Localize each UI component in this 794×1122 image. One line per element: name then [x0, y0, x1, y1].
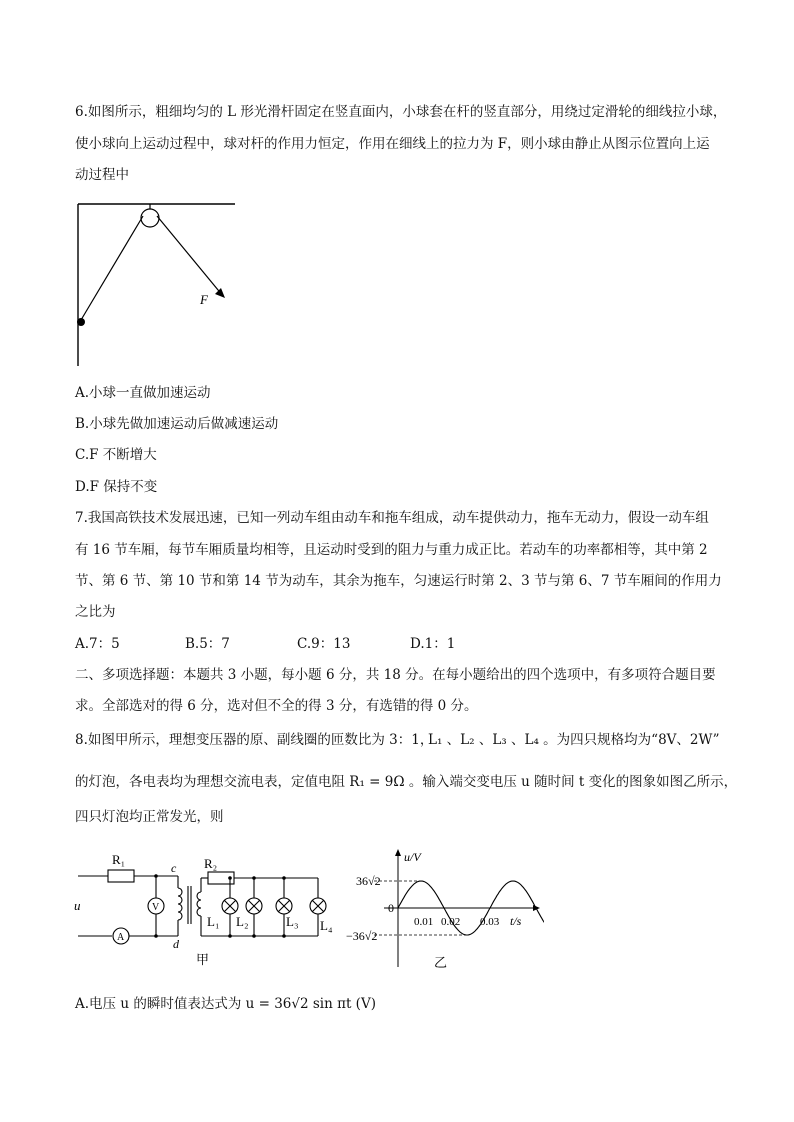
caption-yi: 乙 [434, 955, 448, 970]
q6-option-c: C.F 不断增大 [75, 447, 157, 463]
q6-option-d: D.F 保持不变 [75, 479, 158, 495]
label-c: c [171, 861, 177, 875]
q7-stem-line4: 之比为 [75, 604, 116, 620]
q7-stem-line1: 7.我国高铁技术发展迅速，已知一列动车组由动车和拖车组成，动车提供动力，拖车无动力，假设一动车组 [75, 510, 709, 526]
ball [77, 318, 85, 326]
y-max-label: 36√2 [356, 874, 381, 888]
label-voltmeter: V [152, 902, 160, 913]
q6-figure [70, 198, 240, 370]
q8-stem-line3: 四只灯泡均正常发光，则 [75, 809, 224, 825]
y-min-label: −36√2 [346, 929, 378, 943]
force-label: F [200, 292, 208, 307]
label-l1: L₁ [207, 914, 220, 929]
label-u: u [74, 898, 81, 913]
label-ammeter: A [117, 932, 125, 943]
origin-label: 0 [388, 901, 394, 915]
voltage-graph [344, 845, 544, 975]
q8-stem-line1a: 8.如图甲所示，理想变压器的原、副线圈的匝数比为 3：1， [75, 732, 434, 748]
x-axis-label: t/s [510, 914, 522, 928]
q8-stem-line1b: L₁ 、L₂ 、L₃ 、L₄ 。为四只规格均为“8V、2W” [428, 732, 720, 748]
q8-option-a: A.电压 u 的瞬时值表达式为 u = 36√2 sin πt (V) [75, 996, 376, 1012]
q8-stem-line2: 的灯泡，各电表均为理想交流电表，定值电阻 R₁ = 9Ω 。输入端交变电压 u 随时间 t 变化的图象如图乙所示， [75, 774, 738, 790]
label-d: d [173, 937, 179, 951]
q6-stem-line3: 动过程中 [75, 167, 129, 183]
q6-stem-line2: 使小球向上运动过程中，球对杆的作用力恒定，作用在细线上的拉力为 F，则小球由静止从图示位置向上运 [75, 136, 710, 152]
label-l3: L₃ [286, 914, 299, 929]
caption-jia: 甲 [196, 952, 210, 967]
q7-option-d: D.1：1 [410, 636, 456, 652]
pulley [141, 209, 159, 227]
secondary-coil [197, 892, 201, 916]
q7-option-c: C.9：13 [297, 636, 351, 652]
q6-stem-line1: 6.如图所示，粗细均匀的 L 形光滑杆固定在竖直面内，小球套在杆的竖直部分，用绕过定滑轮的细线拉小球， [75, 104, 727, 120]
string-pulled [157, 216, 223, 296]
primary-coil [178, 888, 182, 920]
label-l4: L₄ [320, 918, 333, 933]
q6-option-a: A.小球一直做加速运动 [75, 385, 211, 401]
q7-stem-line3: 节、第 6 节、第 10 节和第 14 节为动车，其余为拖车，匀速运行时第 2、3 节与第 6、7 节车厢间的作用力 [75, 573, 722, 589]
q7-option-a: A.7：5 [75, 636, 120, 652]
tick-0-03: 0.03 [480, 916, 500, 928]
section2-line1: 二、多项选择题：本题共 3 小题，每小题 6 分，共 18 分。在每小题给出的四个选项中，有多项符合题目要 [75, 667, 716, 683]
resistor-r1 [108, 870, 134, 882]
q7-stem-line2: 有 16 节车厢，每节车厢质量均相等，且运动时受到的阻力与重力成正比。若动车的功率都相等，其中第 2 [75, 542, 708, 558]
y-axis-arrow [395, 849, 401, 856]
tick-0-02: 0.02 [441, 916, 461, 928]
q7-option-b: B.5：7 [185, 636, 230, 652]
y-axis-label: u/V [404, 850, 421, 864]
label-l2: L₂ [236, 914, 249, 929]
label-r2: R₂ [204, 856, 218, 871]
label-r1: R₁ [112, 852, 126, 867]
q6-option-b: B.小球先做加速运动后做减速运动 [75, 416, 279, 432]
section2-line2: 求。全部选对的得 6 分，选对但不全的得 3 分，有选错的得 0 分。 [75, 698, 478, 714]
string-to-ball [81, 216, 143, 320]
tick-0-01: 0.01 [414, 916, 434, 928]
force-arrowhead [215, 288, 225, 298]
circuit-diagram [70, 848, 350, 973]
